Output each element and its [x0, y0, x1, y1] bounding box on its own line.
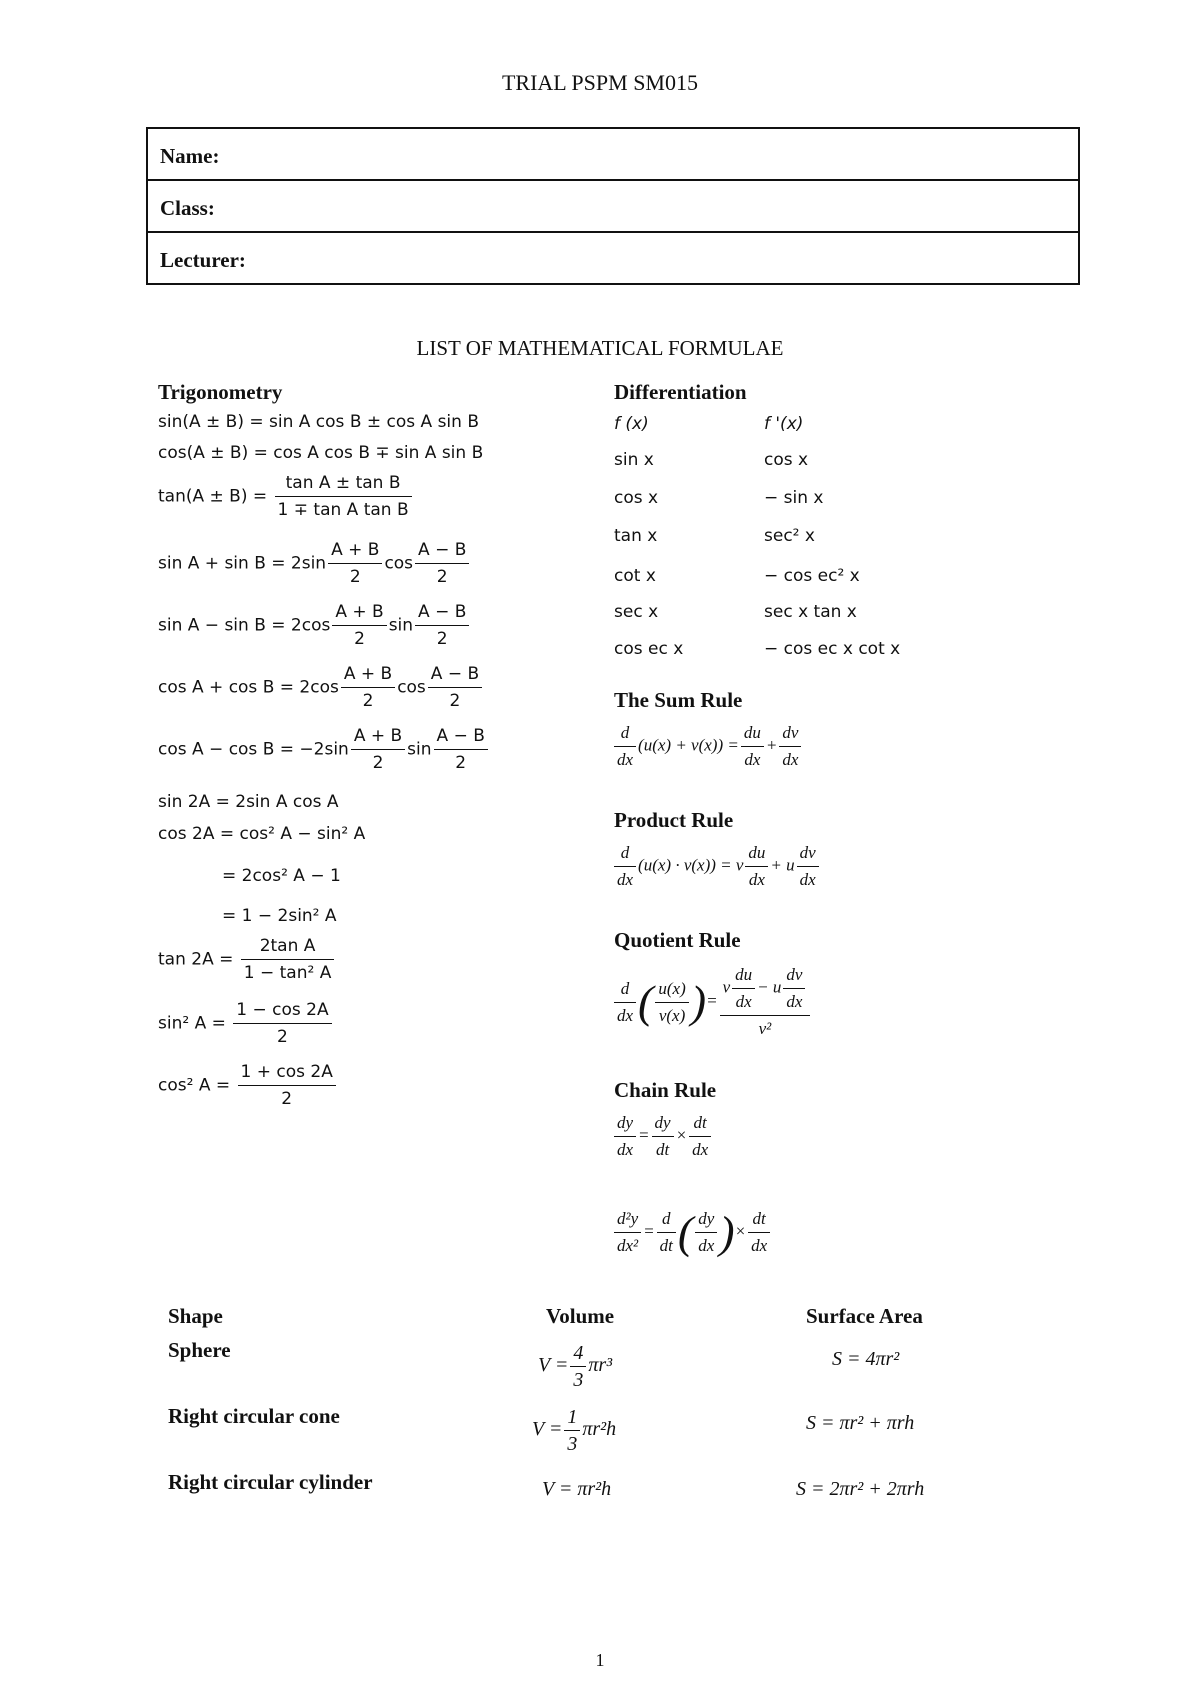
diff-row-df: sec² x	[764, 526, 815, 546]
diff-row-f: cot x	[614, 566, 656, 586]
sphere-volume	[538, 1340, 612, 1393]
chain-rule-formula-2	[612, 1206, 772, 1259]
trig-sin2A: sin 2A = 2sin A cos A	[158, 792, 339, 812]
fraction-denominator: dt	[659, 1236, 673, 1255]
trig-sinA-minus-sinB	[158, 599, 471, 652]
formula-mid: cos	[397, 677, 426, 698]
fraction-numerator: 1	[564, 1404, 580, 1431]
trig-sin-sum: sin(A ± B) = sin A cos B ± cos A sin B	[158, 412, 479, 432]
fraction-numerator: dy	[695, 1206, 717, 1233]
formula-mid: cos	[384, 553, 414, 574]
fraction	[745, 840, 768, 893]
formula-operator: =	[706, 990, 718, 1010]
fraction	[614, 720, 636, 773]
formula-lhs: cos A − cos B = −2sin	[158, 739, 349, 760]
fraction-denominator: dx	[748, 870, 765, 889]
fraction-numerator: 1 − cos 2A	[233, 997, 331, 1024]
diff-row-df: − cos ec² x	[764, 566, 860, 586]
formula-lhs: sin A − sin B = 2cos	[158, 615, 331, 636]
left-paren: (	[638, 976, 654, 1027]
chain-rule-heading: Chain Rule	[614, 1078, 717, 1102]
formula-operator: ×	[734, 1221, 747, 1241]
volume-header: Volume	[546, 1304, 615, 1328]
fraction-denominator: dx	[786, 992, 803, 1011]
trig-cosA-minus-cosB	[158, 723, 490, 776]
fraction	[233, 997, 331, 1050]
fraction	[689, 1110, 711, 1163]
cone-surface-area: S = πr² + πrh	[806, 1412, 915, 1434]
sphere-surface-area: S = 4πr²	[832, 1348, 900, 1370]
formula-operator: + u	[770, 855, 795, 875]
diff-row-df: − cos ec x cot x	[764, 639, 901, 659]
fraction	[652, 1110, 674, 1163]
trig-cosA-plus-cosB	[158, 661, 484, 714]
shape-header: Shape	[168, 1304, 223, 1328]
fraction-numerator: A + B	[328, 537, 382, 564]
quotient-rule-formula	[612, 962, 812, 1042]
formula-lhs: sin² A =	[158, 1013, 226, 1034]
fraction-numerator: d²y	[614, 1206, 641, 1233]
diff-row-f: sec x	[614, 602, 659, 622]
fraction-denominator: 2	[455, 753, 467, 773]
fraction-numerator: dy	[652, 1110, 674, 1137]
trig-cos-sum: cos(A ± B) = cos A cos B ∓ sin A sin B	[158, 443, 484, 463]
fraction-denominator: 2	[449, 691, 461, 711]
fraction-denominator: 2	[281, 1089, 293, 1109]
fraction	[655, 976, 688, 1029]
diff-row-df: − sin x	[764, 488, 824, 508]
fraction-numerator: d	[614, 720, 636, 747]
fraction-numerator: dt	[748, 1206, 770, 1233]
formula-mid: sin	[388, 615, 414, 636]
trig-tan-sum	[158, 470, 414, 523]
fraction-denominator: dx	[751, 1236, 768, 1255]
formula-lhs: cos² A =	[158, 1075, 231, 1096]
fraction	[341, 661, 395, 714]
fraction-numerator: tan A ± tan B	[275, 470, 412, 497]
fraction	[434, 723, 488, 776]
diff-row-f: tan x	[614, 526, 658, 546]
shape-cylinder: Right circular cylinder	[168, 1470, 373, 1494]
diff-col-fprime: f '(x)	[764, 414, 804, 434]
fraction-denominator: 2	[436, 629, 448, 649]
fraction-numerator: A − B	[428, 661, 482, 688]
formula-mid: sin	[407, 739, 432, 760]
fraction	[695, 1206, 717, 1259]
fraction	[748, 1206, 770, 1259]
fraction	[241, 933, 335, 986]
fraction-numerator: dy	[614, 1110, 636, 1137]
fraction-numerator: d	[657, 1206, 676, 1233]
fraction-numerator: 4	[570, 1340, 586, 1367]
fraction-numerator: A + B	[341, 661, 395, 688]
fraction-denominator: 2	[372, 753, 384, 773]
fraction-denominator: dx	[692, 1140, 709, 1159]
fraction-denominator: 2	[354, 629, 365, 649]
trigonometry-heading: Trigonometry	[158, 380, 283, 404]
trig-cos2A-line1: cos 2A = cos² A − sin² A	[158, 824, 366, 844]
formula-lhs: V =	[532, 1418, 563, 1441]
fraction	[614, 1110, 636, 1163]
fraction-numerator: A − B	[415, 537, 469, 564]
lecturer-field[interactable]: Lecturer:	[160, 248, 246, 272]
fraction-denominator: dx	[617, 1005, 634, 1025]
numerator-middle: − u	[757, 977, 782, 997]
trig-cos-squared	[158, 1059, 338, 1112]
fraction	[570, 1340, 586, 1393]
fraction-denominator: dx	[617, 870, 634, 889]
fraction-denominator: dx	[617, 750, 634, 769]
fraction-denominator: dx	[698, 1236, 715, 1255]
trig-cos2A-line3: = 1 − 2sin² A	[222, 906, 337, 926]
fraction	[779, 720, 801, 773]
fraction	[332, 599, 386, 652]
page-title: TRIAL PSPM SM015	[501, 70, 698, 95]
formula-operator: =	[638, 1125, 650, 1145]
fraction-denominator: dx²	[617, 1236, 639, 1255]
formula-operator: =	[643, 1221, 655, 1241]
fraction-denominator: 1 − tan² A	[243, 963, 332, 983]
fraction-denominator: v(x)	[658, 1005, 686, 1025]
fraction-denominator: 3	[567, 1433, 578, 1455]
formula-rest: πr²h	[582, 1418, 617, 1441]
fraction-numerator: d	[614, 840, 636, 867]
fraction-numerator: A + B	[332, 599, 386, 626]
trig-tan2A	[158, 933, 336, 986]
formula-rest: πr³	[588, 1354, 613, 1377]
formula-lhs: sin A + sin B = 2sin	[158, 553, 327, 574]
fraction-numerator: A − B	[415, 599, 469, 626]
fraction-denominator: 2	[436, 567, 448, 587]
trig-sin-squared	[158, 997, 334, 1050]
formula-body: (u(x) + v(x)) =	[638, 735, 739, 755]
fraction	[614, 840, 636, 893]
diff-row-df: sec x tan x	[764, 602, 857, 622]
fraction-numerator: dv	[797, 840, 819, 867]
shape-cone: Right circular cone	[168, 1404, 340, 1428]
fraction-numerator	[720, 962, 811, 1016]
fraction	[741, 720, 764, 773]
trig-cos2A-line2: = 2cos² A − 1	[222, 866, 341, 886]
fraction-denominator: dx	[799, 870, 816, 889]
fraction-numerator: 2tan A	[241, 933, 335, 960]
fraction-numerator: A − B	[434, 723, 488, 750]
diff-row-f: cos x	[614, 488, 659, 508]
cylinder-surface-area: S = 2πr² + 2πrh	[796, 1478, 925, 1500]
fraction-numerator: du	[741, 720, 764, 747]
cylinder-volume: V = πr²h	[542, 1478, 612, 1500]
diff-col-f: f (x)	[614, 414, 649, 434]
quotient-rule-heading: Quotient Rule	[614, 928, 741, 952]
differentiation-heading: Differentiation	[614, 380, 747, 404]
chain-rule-formula-1	[612, 1110, 713, 1163]
fraction-denominator: dx	[782, 750, 799, 769]
diff-row-f: sin x	[614, 450, 654, 470]
fraction	[657, 1206, 676, 1259]
formula-lhs: V =	[538, 1354, 569, 1377]
fraction-denominator: 2	[277, 1027, 288, 1047]
fraction	[614, 976, 636, 1029]
diff-row-f: cos ec x	[614, 639, 684, 659]
formula-lhs: tan 2A =	[158, 949, 234, 970]
fraction-numerator: A + B	[351, 723, 405, 750]
fraction	[614, 1206, 641, 1259]
fraction-numerator: dv	[779, 720, 801, 747]
fraction	[238, 1059, 336, 1112]
fraction	[415, 537, 469, 590]
fraction	[797, 840, 819, 893]
right-paren: )	[690, 976, 707, 1027]
sum-rule-heading: The Sum Rule	[614, 688, 743, 712]
numerator-lead: v	[722, 977, 731, 997]
formula-body: (u(x) · v(x)) = v	[638, 855, 744, 875]
fraction-denominator: dx	[735, 992, 752, 1011]
surface-area-header: Surface Area	[806, 1304, 923, 1328]
left-paren: (	[677, 1206, 694, 1258]
trig-tan-sum-fraction	[275, 470, 412, 523]
quotient-big-fraction	[720, 962, 811, 1042]
fraction-denominator: 1 ∓ tan A tan B	[277, 500, 409, 520]
fraction-denominator: 2	[349, 567, 361, 587]
trig-tan-sum-lhs: tan(A ± B) =	[158, 486, 268, 507]
fraction-numerator: dt	[689, 1110, 711, 1137]
fraction-numerator: u(x)	[655, 976, 688, 1003]
product-rule-formula	[612, 840, 821, 893]
fraction	[328, 537, 382, 590]
fraction-numerator: 1 + cos 2A	[238, 1059, 336, 1086]
formula-operator: ×	[675, 1125, 688, 1145]
fraction	[428, 661, 482, 714]
fraction-denominator: 2	[362, 691, 374, 711]
class-field[interactable]: Class:	[148, 181, 1078, 233]
fraction	[564, 1404, 580, 1457]
formula-lhs: cos A + cos B = 2cos	[158, 677, 339, 698]
fraction-denominator: v²	[758, 1019, 772, 1038]
fraction-denominator: dt	[655, 1140, 670, 1159]
sum-rule-formula	[612, 720, 803, 773]
fraction-numerator: d	[614, 976, 636, 1003]
fraction-numerator: du	[732, 962, 755, 989]
page-number: 1	[595, 1650, 605, 1670]
name-field[interactable]: Name:	[148, 129, 1078, 181]
trig-sinA-plus-sinB	[158, 537, 471, 590]
formula-operator: +	[765, 735, 778, 755]
fraction	[783, 962, 805, 1015]
fraction-numerator: dv	[783, 962, 805, 989]
fraction	[351, 723, 405, 776]
fraction	[415, 599, 469, 652]
student-info-box	[146, 127, 1080, 285]
fraction-numerator: du	[745, 840, 768, 867]
fraction	[732, 962, 755, 1015]
right-paren: )	[719, 1206, 735, 1258]
shape-sphere: Sphere	[168, 1338, 231, 1362]
fraction-denominator: dx	[744, 750, 761, 769]
diff-row-df: cos x	[764, 450, 809, 470]
product-rule-heading: Product Rule	[614, 808, 734, 832]
fraction-denominator: dx	[617, 1140, 634, 1159]
formula-list-title: LIST OF MATHEMATICAL FORMULAE	[416, 336, 784, 360]
fraction-denominator: 3	[573, 1369, 584, 1391]
cone-volume	[532, 1404, 616, 1457]
